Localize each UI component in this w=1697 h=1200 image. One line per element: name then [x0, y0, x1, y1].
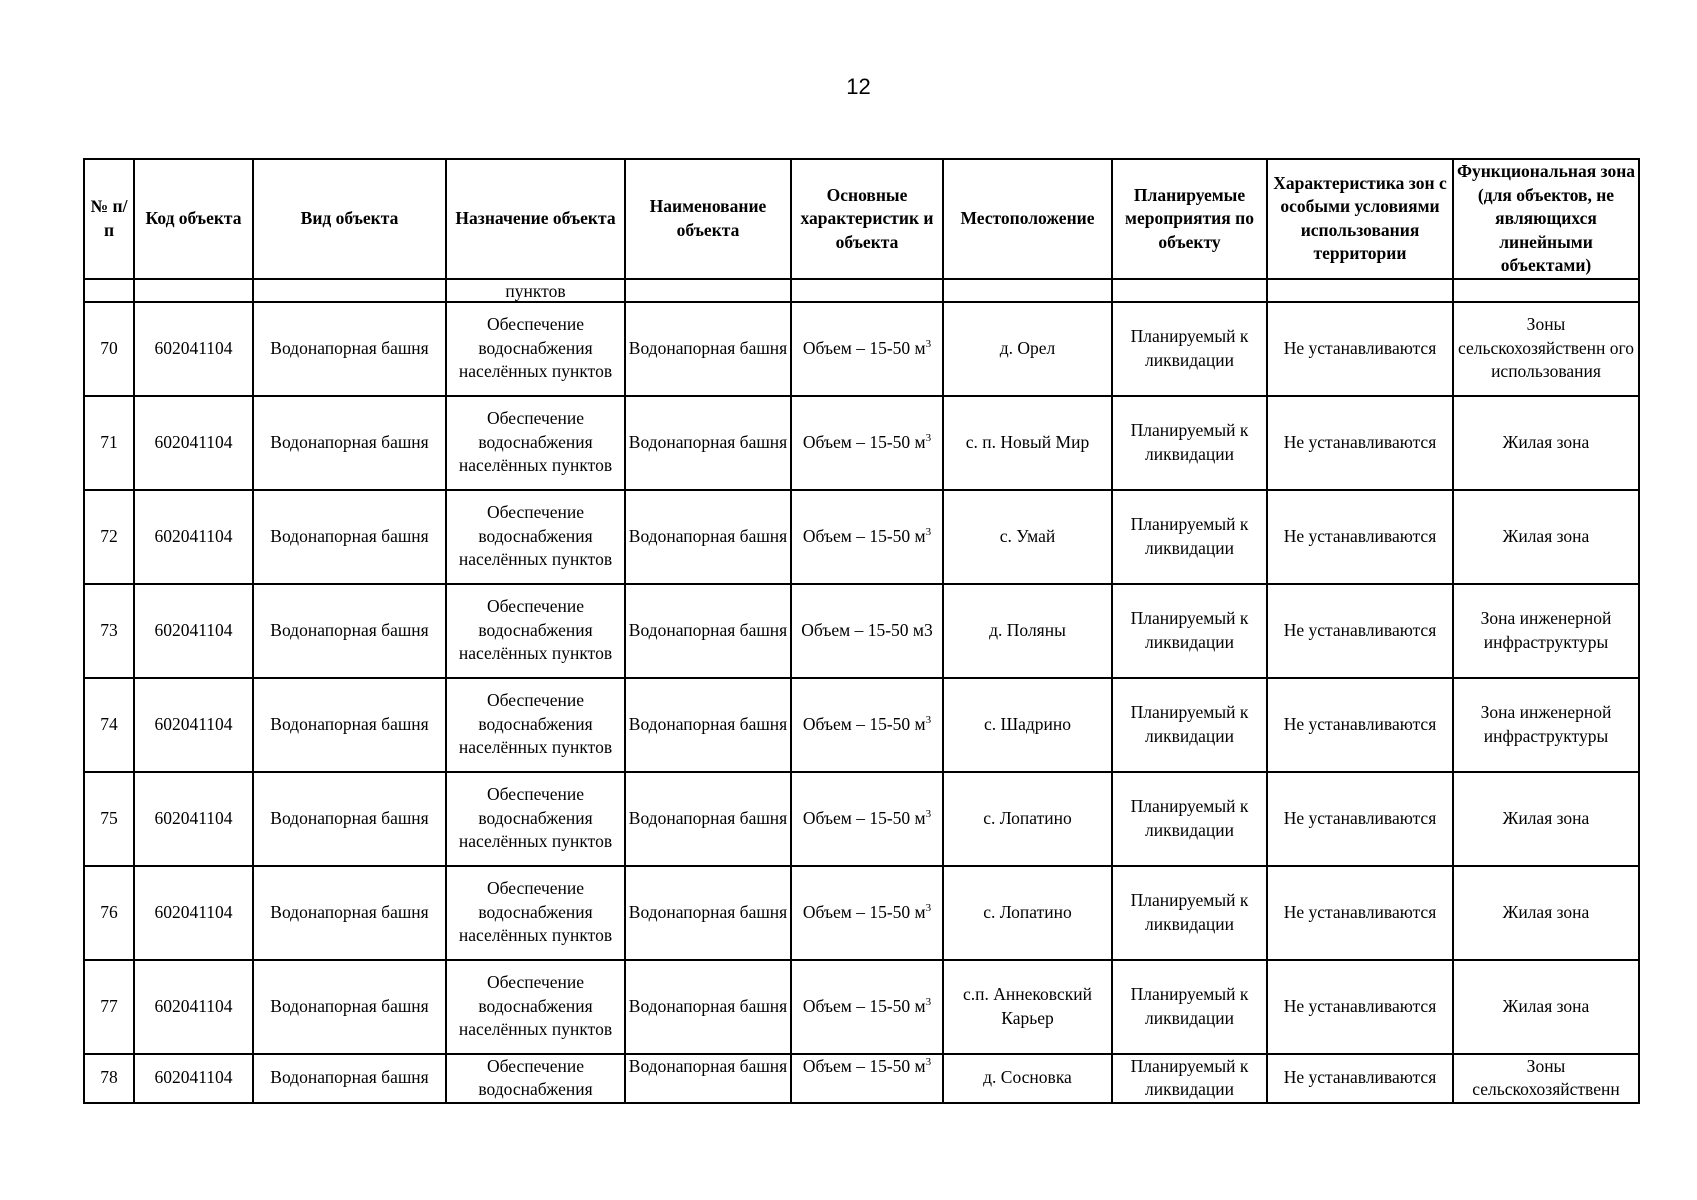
cell-code: 602041104 [134, 1054, 253, 1103]
cell-name: Водонапорная башня [625, 866, 791, 960]
cell-measures: Планируемый к ликвидации [1112, 490, 1267, 584]
cell-purpose: Обеспечение водоснабжения населённых пунктов [446, 396, 625, 490]
cell-number: 75 [84, 772, 134, 866]
cell-functional-zone: Зоны сельскохозяйственн [1453, 1054, 1639, 1103]
cell-name: Водонапорная башня [625, 678, 791, 772]
cell-measures: Планируемый к ликвидации [1112, 1054, 1267, 1103]
cell-name: Водонапорная башня [625, 490, 791, 584]
cell-location: с. п. Новый Мир [943, 396, 1112, 490]
cell-number: 78 [84, 1054, 134, 1103]
cell-kind: Водонапорная башня [253, 866, 446, 960]
cell-zones: Не устанавливаются [1267, 772, 1453, 866]
header-measures: Планируемые мероприятия по объекту [1112, 159, 1267, 279]
cell-functional-zone: Зона инженерной инфраструктуры [1453, 678, 1639, 772]
cell-functional-zone: Жилая зона [1453, 866, 1639, 960]
cell-location: д. Сосновка [943, 1054, 1112, 1103]
cell-kind: Водонапорная башня [253, 302, 446, 396]
cell-characteristics [791, 302, 943, 396]
table-row [84, 302, 1639, 396]
header-characteristics: Основные характеристик и объекта [791, 159, 943, 279]
cell-purpose: Обеспечение водоснабжения [446, 1054, 625, 1103]
cell-name: Водонапорная башня [625, 772, 791, 866]
cell-kind: Водонапорная башня [253, 490, 446, 584]
cell-measures: Планируемый к ликвидации [1112, 866, 1267, 960]
table-row [84, 584, 1639, 678]
header-number: № п/п [84, 159, 134, 279]
cell-characteristics [791, 396, 943, 490]
cell-code: 602041104 [134, 584, 253, 678]
cell-measures: Планируемый к ликвидации [1112, 302, 1267, 396]
table-cell [1112, 279, 1267, 302]
cell-functional-zone: Жилая зона [1453, 772, 1639, 866]
cell-number: 77 [84, 960, 134, 1054]
cell-location: с. Умай [943, 490, 1112, 584]
cell-purpose: Обеспечение водоснабжения населённых пунктов [446, 678, 625, 772]
header-kind: Вид объекта [253, 159, 446, 279]
cell-measures: Планируемый к ликвидации [1112, 960, 1267, 1054]
table-cell [625, 279, 791, 302]
cell-zones: Не устанавливаются [1267, 866, 1453, 960]
cell-characteristics [791, 772, 943, 866]
cell-kind: Водонапорная башня [253, 678, 446, 772]
cell-code: 602041104 [134, 772, 253, 866]
cell-zones: Не устанавливаются [1267, 584, 1453, 678]
cell-functional-zone: Жилая зона [1453, 960, 1639, 1054]
cell-number: 74 [84, 678, 134, 772]
cell-measures: Планируемый к ликвидации [1112, 678, 1267, 772]
table-row [84, 490, 1639, 584]
characteristics-text: Объем – 15-50 м [802, 431, 926, 452]
unit-superscript: 3 [925, 807, 932, 820]
cell-measures: Планируемый к ликвидации [1112, 772, 1267, 866]
cell-functional-zone: Зоны сельскохозяйственн ого использования [1453, 302, 1639, 396]
table-cell [791, 279, 943, 302]
cell-characteristics [791, 1054, 943, 1103]
header-location: Местоположение [943, 159, 1112, 279]
characteristics-text: Объем – 15-50 м [802, 525, 926, 546]
objects-table [83, 158, 1640, 1104]
unit-superscript: 3 [925, 1055, 932, 1068]
cell-characteristics [791, 584, 943, 678]
characteristics-text: Объем – 15-50 м [802, 713, 926, 734]
cell-name: Водонапорная башня [625, 1054, 791, 1103]
table-row [84, 772, 1639, 866]
cell-zones: Не устанавливаются [1267, 678, 1453, 772]
table-row [84, 396, 1639, 490]
cell-zones: Не устанавливаются [1267, 1054, 1453, 1103]
cell-number: 73 [84, 584, 134, 678]
table-header-row [84, 159, 1639, 279]
cell-name: Водонапорная башня [625, 302, 791, 396]
cell-zones: Не устанавливаются [1267, 396, 1453, 490]
table-cell [253, 279, 446, 302]
table-row [84, 960, 1639, 1054]
unit-superscript: 3 [925, 525, 932, 538]
table-row [84, 866, 1639, 960]
unit-superscript: 3 [925, 337, 932, 350]
characteristics-text: Объем – 15-50 м [802, 995, 926, 1016]
cell-zones: Не устанавливаются [1267, 302, 1453, 396]
cell-location: с. Лопатино [943, 866, 1112, 960]
cell-code: 602041104 [134, 396, 253, 490]
table-cell [134, 279, 253, 302]
cell-location: с. Лопатино [943, 772, 1112, 866]
cell-number: 70 [84, 302, 134, 396]
header-name: Наименование объекта [625, 159, 791, 279]
page-number: 12 [846, 74, 871, 99]
continuation-row [84, 279, 1639, 302]
cell-kind: Водонапорная башня [253, 584, 446, 678]
cell-functional-zone: Жилая зона [1453, 396, 1639, 490]
header-purpose: Назначение объекта [446, 159, 625, 279]
cell-location: с.п. Аннековский Карьер [943, 960, 1112, 1054]
cell-code: 602041104 [134, 866, 253, 960]
cell-code: 602041104 [134, 678, 253, 772]
cell-name: Водонапорная башня [625, 960, 791, 1054]
cell-measures: Планируемый к ликвидации [1112, 396, 1267, 490]
cell-kind: Водонапорная башня [253, 396, 446, 490]
cell-characteristics [791, 678, 943, 772]
cell-purpose: Обеспечение водоснабжения населённых пунктов [446, 960, 625, 1054]
cell-kind: Водонапорная башня [253, 960, 446, 1054]
header-functional-zone: Функциональная зона (для объектов, не являющихся линейными объектами) [1453, 159, 1639, 279]
cell-measures: Планируемый к ликвидации [1112, 584, 1267, 678]
cell-characteristics [791, 960, 943, 1054]
cell-code: 602041104 [134, 960, 253, 1054]
unit-superscript: 3 [925, 431, 932, 444]
characteristics-text: Объем – 15-50 м [802, 901, 926, 922]
unit-superscript: 3 [925, 713, 932, 726]
cell-zones: Не устанавливаются [1267, 490, 1453, 584]
cell-characteristics [791, 866, 943, 960]
table-cell: пунктов [446, 279, 625, 302]
cell-kind: Водонапорная башня [253, 772, 446, 866]
cell-zones: Не устанавливаются [1267, 960, 1453, 1054]
cell-purpose: Обеспечение водоснабжения населённых пунктов [446, 772, 625, 866]
cell-location: д. Орел [943, 302, 1112, 396]
unit-superscript: 3 [925, 901, 932, 914]
cell-purpose: Обеспечение водоснабжения населённых пунктов [446, 490, 625, 584]
cell-location: д. Поляны [943, 584, 1112, 678]
cell-code: 602041104 [134, 490, 253, 584]
cell-number: 71 [84, 396, 134, 490]
cell-number: 72 [84, 490, 134, 584]
cell-number: 76 [84, 866, 134, 960]
characteristics-text: Объем – 15-50 м [802, 1055, 926, 1076]
cell-name: Водонапорная башня [625, 584, 791, 678]
cell-name: Водонапорная башня [625, 396, 791, 490]
table-cell [943, 279, 1112, 302]
header-zones: Характеристика зон с особыми условиями использования территории [1267, 159, 1453, 279]
cell-purpose: Обеспечение водоснабжения населённых пунктов [446, 302, 625, 396]
characteristics-text: Объем – 15-50 м [802, 337, 926, 358]
cell-functional-zone: Зона инженерной инфраструктуры [1453, 584, 1639, 678]
header-code: Код объекта [134, 159, 253, 279]
characteristics-text: Объем – 15-50 м [802, 807, 926, 828]
table-body [84, 279, 1639, 1103]
cell-purpose: Обеспечение водоснабжения населённых пунктов [446, 866, 625, 960]
table-cell [84, 279, 134, 302]
cell-functional-zone: Жилая зона [1453, 490, 1639, 584]
table-row [84, 678, 1639, 772]
table-row [84, 1054, 1639, 1103]
unit-superscript: 3 [925, 995, 932, 1008]
cell-location: с. Шадрино [943, 678, 1112, 772]
cell-characteristics [791, 490, 943, 584]
characteristics-text: Объем – 15-50 м3 [801, 619, 933, 640]
cell-kind: Водонапорная башня [253, 1054, 446, 1103]
cell-code: 602041104 [134, 302, 253, 396]
table-cell [1453, 279, 1639, 302]
table-cell [1267, 279, 1453, 302]
cell-purpose: Обеспечение водоснабжения населённых пунктов [446, 584, 625, 678]
